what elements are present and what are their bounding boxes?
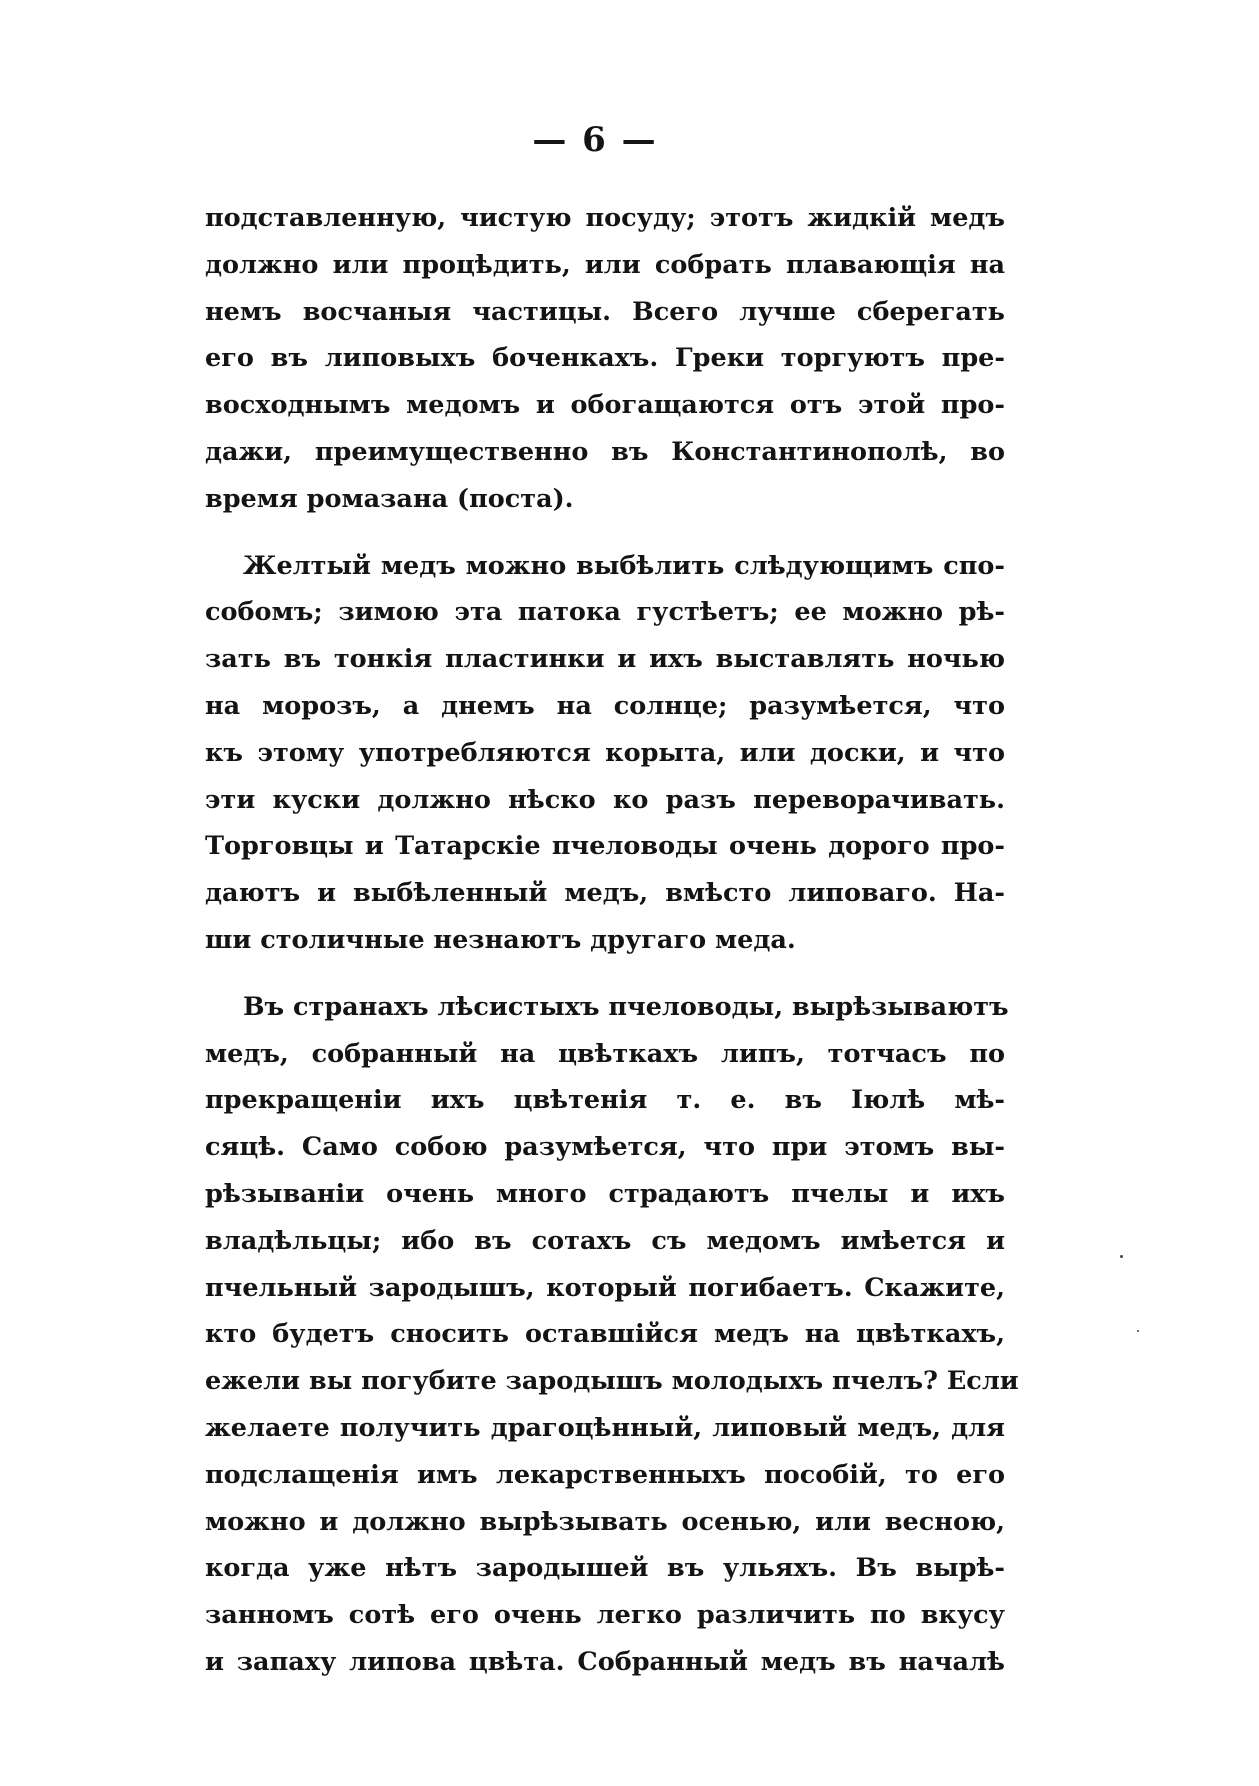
- text-line: и запаху липова цвѣта. Собранный медъ въ началѣ: [205, 1646, 1005, 1677]
- text-line: должно или процѣдить, или собрать плавающiя на: [205, 249, 1005, 280]
- text-line: рѣзыванiи очень много страдаютъ пчелы и ихъ: [205, 1178, 1005, 1209]
- page-number: — 6 —: [532, 120, 658, 160]
- text-line: когда уже нѣтъ зародышей въ ульяхъ. Въ вырѣ-: [205, 1553, 1005, 1584]
- text-line: ши столичные незнаютъ другаго меда.: [205, 924, 796, 955]
- print-speck: [1120, 1255, 1123, 1258]
- text-line: Желтый медъ можно выбѣлить слѣдующимъ спо-: [243, 550, 1005, 581]
- text-line: прекращенiи ихъ цвѣтенiя т. е. въ Iюлѣ мѣ-: [205, 1085, 1005, 1116]
- text-line: сяцѣ. Само собою разумѣется, что при этомъ вы-: [205, 1132, 1005, 1163]
- body-text: [205, 195, 1019, 1686]
- text-line: Въ странахъ лѣсистыхъ пчеловоды, вырѣзываютъ: [243, 991, 1009, 1022]
- text-line: на морозъ, а днемъ на солнце; разумѣется, что: [205, 690, 1005, 721]
- text-line: къ этому употребляются корыта, или доски, и что: [205, 737, 1005, 768]
- text-line: зать въ тонкiя пластинки и ихъ выставлять ночью: [205, 644, 1005, 675]
- text-line: даютъ и выбѣленный медъ, вмѣсто липоваго. На-: [205, 878, 1005, 909]
- text-line: эти куски должно нѣско ко разъ переворачивать.: [205, 784, 1005, 815]
- text-line: пчельный зародышъ, который погибаетъ. Скажите,: [205, 1272, 1005, 1303]
- text-line: дажи, преимущественно въ Константинополѣ, во: [205, 436, 1005, 467]
- paragraph-2: [205, 543, 1005, 964]
- text-line: медъ, собранный на цвѣткахъ липъ, тотчасъ по: [205, 1038, 1005, 1069]
- text-line: подслащенiя имъ лекарственныхъ пособiй, то его: [205, 1459, 1005, 1490]
- text-line: Торговцы и Татарскiе пчеловоды очень дорого про-: [205, 831, 1005, 862]
- text-line: желаете получить драгоцѣнный, липовый медъ, для: [205, 1412, 1005, 1443]
- print-speck: [1137, 1330, 1139, 1332]
- text-line: восходнымъ медомъ и обогащаются отъ этой про-: [205, 390, 1005, 421]
- text-line: ежели вы погубите зародышъ молодыхъ пчелъ? Если: [205, 1366, 1019, 1397]
- text-line: подставленную, чистую посуду; этотъ жидкiй медъ: [205, 203, 1005, 233]
- paragraph-3: [205, 984, 1019, 1686]
- text-line: занномъ сотѣ его очень легко различить по вкусу: [205, 1600, 1005, 1631]
- text-line: владѣльцы; ибо въ сотахъ съ медомъ имѣется и: [205, 1225, 1005, 1256]
- text-line: время ромазана (поста).: [205, 483, 574, 514]
- text-line: немъ восчаныя частицы. Всего лучше сберегать: [205, 296, 1005, 327]
- text-line: кто будетъ сносить оставшiйся медъ на цвѣткахъ,: [205, 1319, 1005, 1350]
- paragraph-1: [205, 195, 1005, 523]
- text-line: его въ липовыхъ боченкахъ. Греки торгуютъ пре-: [205, 343, 1005, 374]
- text-line: можно и должно вырѣзывать осенью, или весною,: [205, 1506, 1005, 1537]
- text-line: собомъ; зимою эта патока густѣетъ; ее можно рѣ-: [205, 597, 1005, 628]
